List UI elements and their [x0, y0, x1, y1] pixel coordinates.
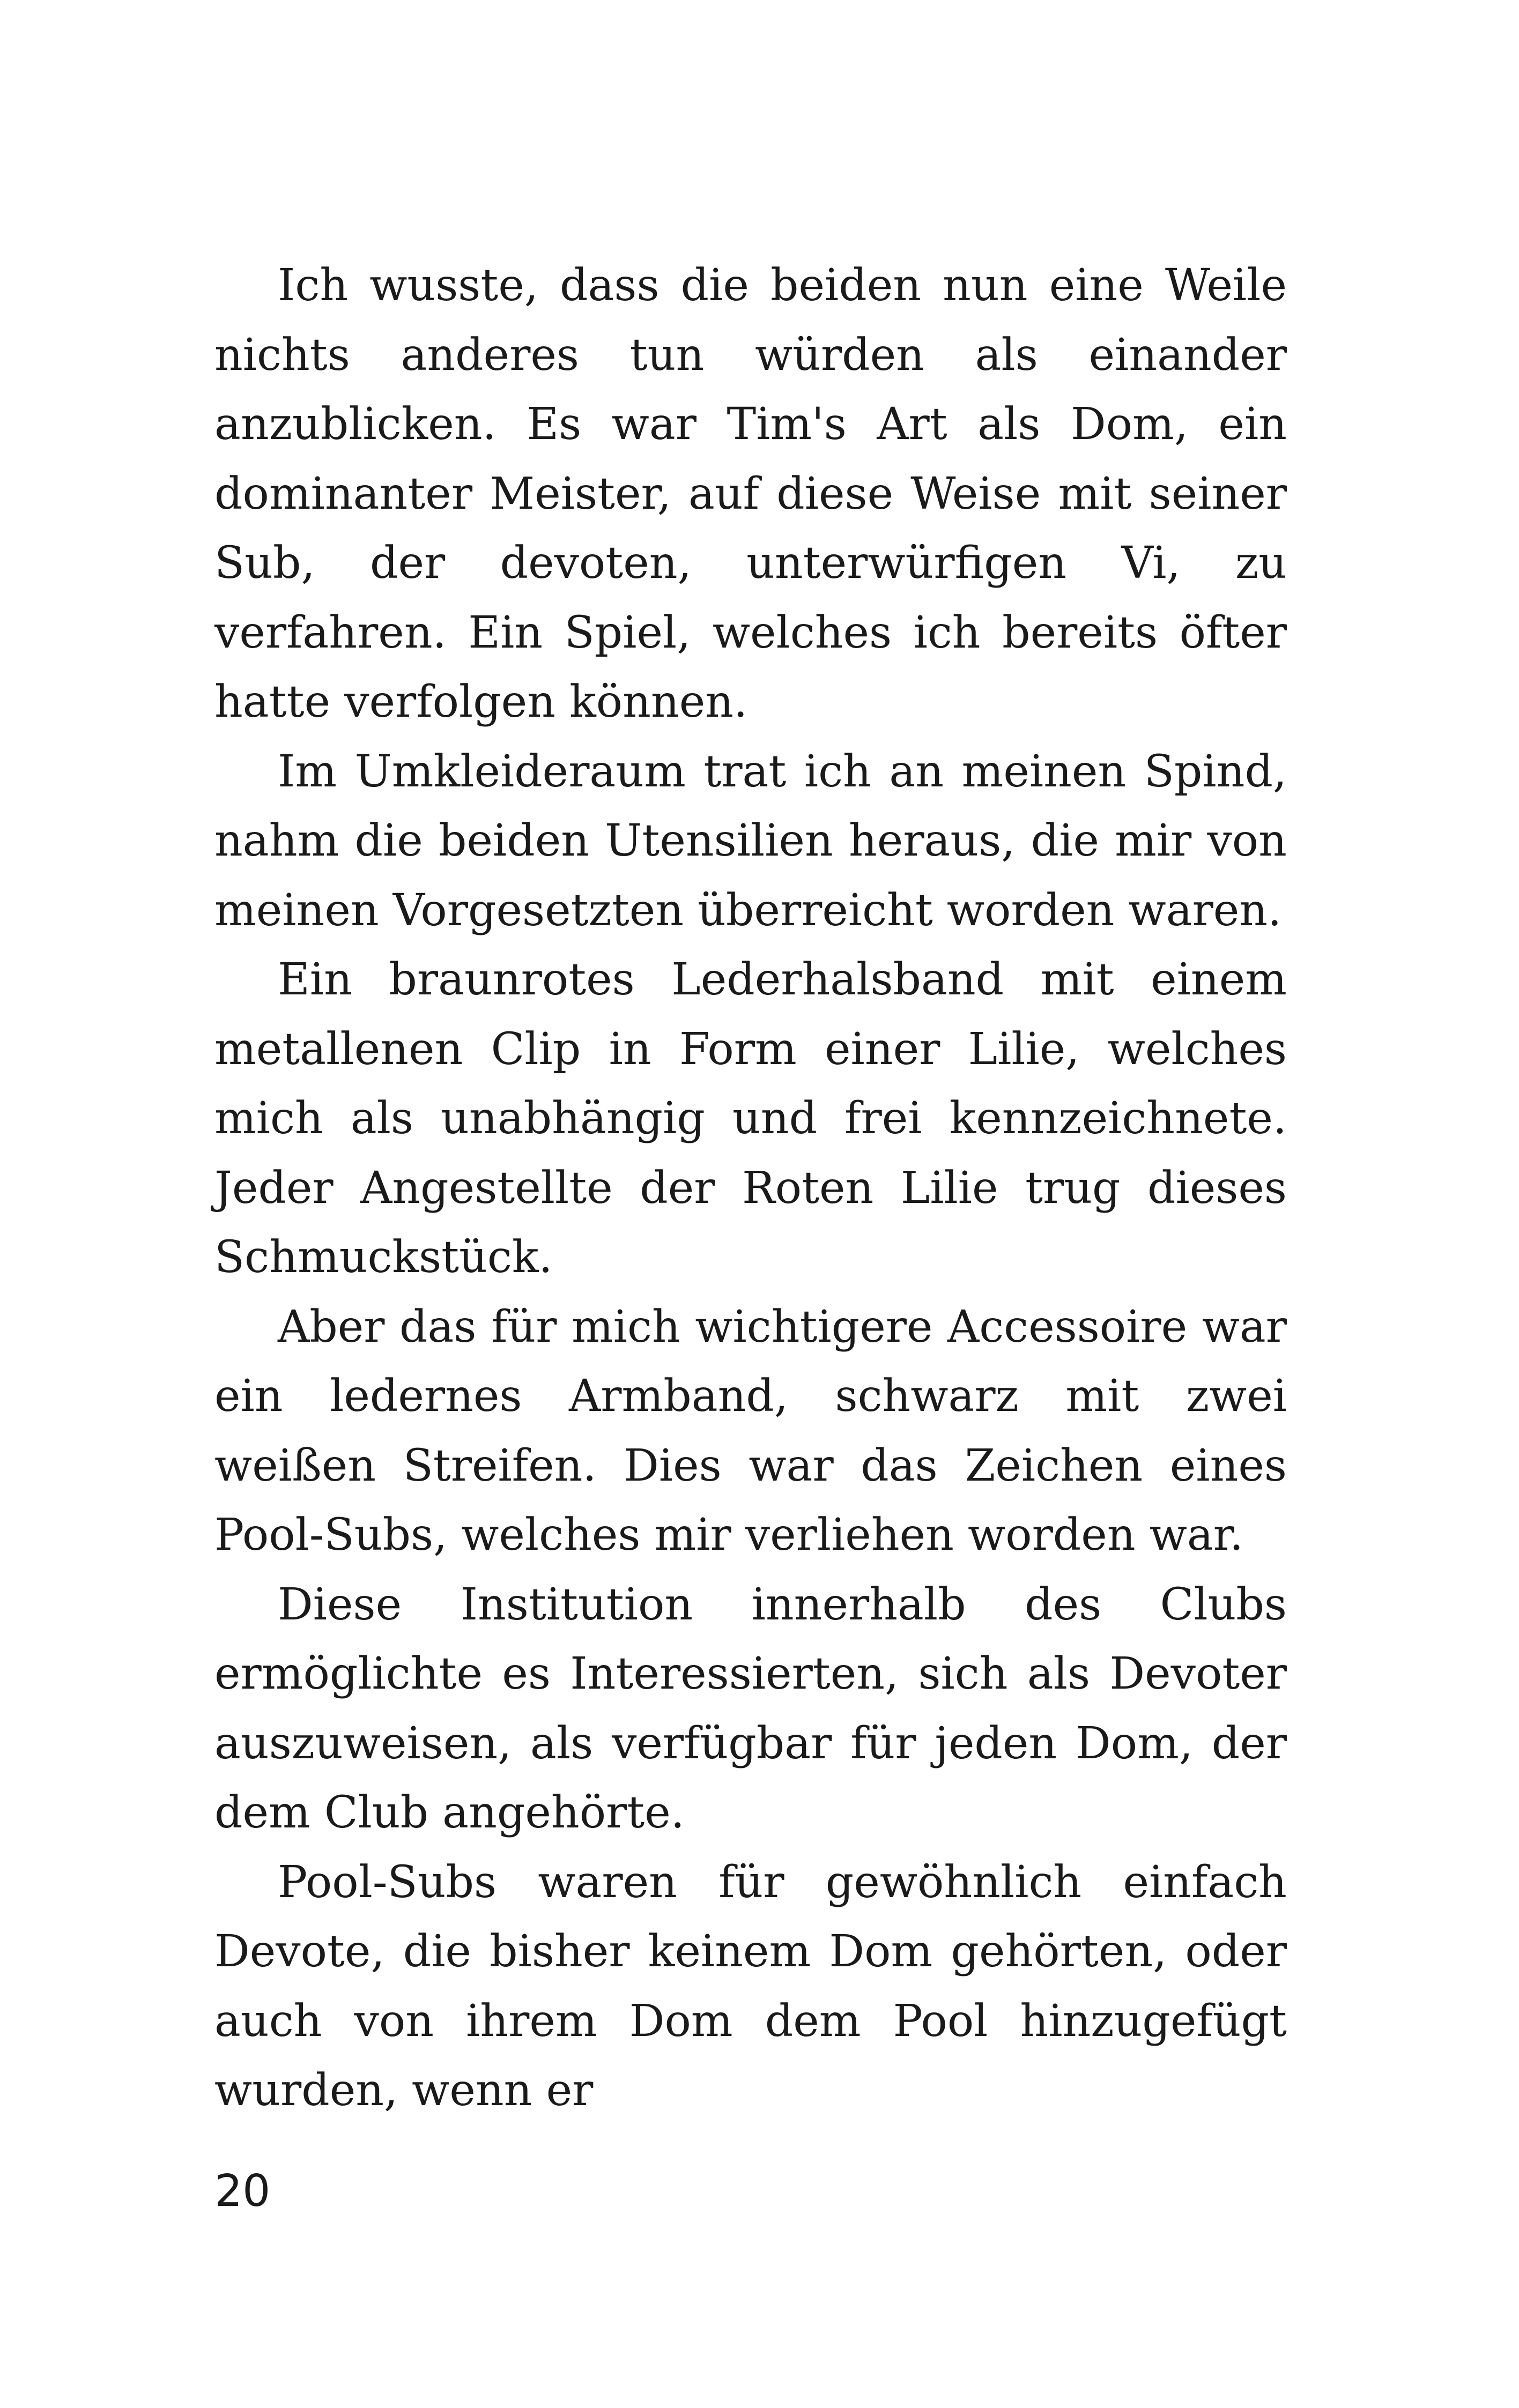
paragraph-4: Aber das für mich wichtigere Accessoire war ein ledernes Armband, schwarz mit zwei weißen Streifen. Dies war das Zeichen eines Pool-Subs, welches mir verliehen worden war.	[214, 1301, 1287, 1560]
paragraph-2: Im Umkleideraum trat ich an meinen Spind, nahm die beiden Utensilien heraus, die mir von meinen Vorgesetzten überreicht worden waren.	[214, 746, 1287, 936]
paragraph-1: Ich wusste, dass die beiden nun eine Weile nichts anderes tun würden als einander anzublicken. Es war Tim's Art als Dom, ein dominanter Meister, auf diese Weise mit seiner Sub, der devoten, unterwürfigen Vi, zu verfahren. Ein Spiel, welches ich bereits öfter hatte verfolgen können.	[214, 260, 1287, 727]
paragraph-3: Ein braunrotes Lederhalsband mit einem metallenen Clip in Form einer Lilie, welches mich als unabhängig und frei kennzeichnete. Jeder Angestellte der Roten Lilie trug dieses Schmuckstück.	[214, 954, 1287, 1283]
paragraph-6: Pool-Subs waren für gewöhnlich einfach Devote, die bisher keinem Dom gehörten, oder auch von ihrem Dom dem Pool hinzugefügt wurden, wenn er	[214, 1856, 1287, 2116]
page-number: 20	[214, 2166, 271, 2217]
body-text	[214, 251, 1287, 2125]
paragraph-5: Diese Institution innerhalb des Clubs ermöglichte es Interessierten, sich als Devoter auszuweisen, als verfügbar für jeden Dom, der dem Club angehörte.	[214, 1579, 1287, 1838]
